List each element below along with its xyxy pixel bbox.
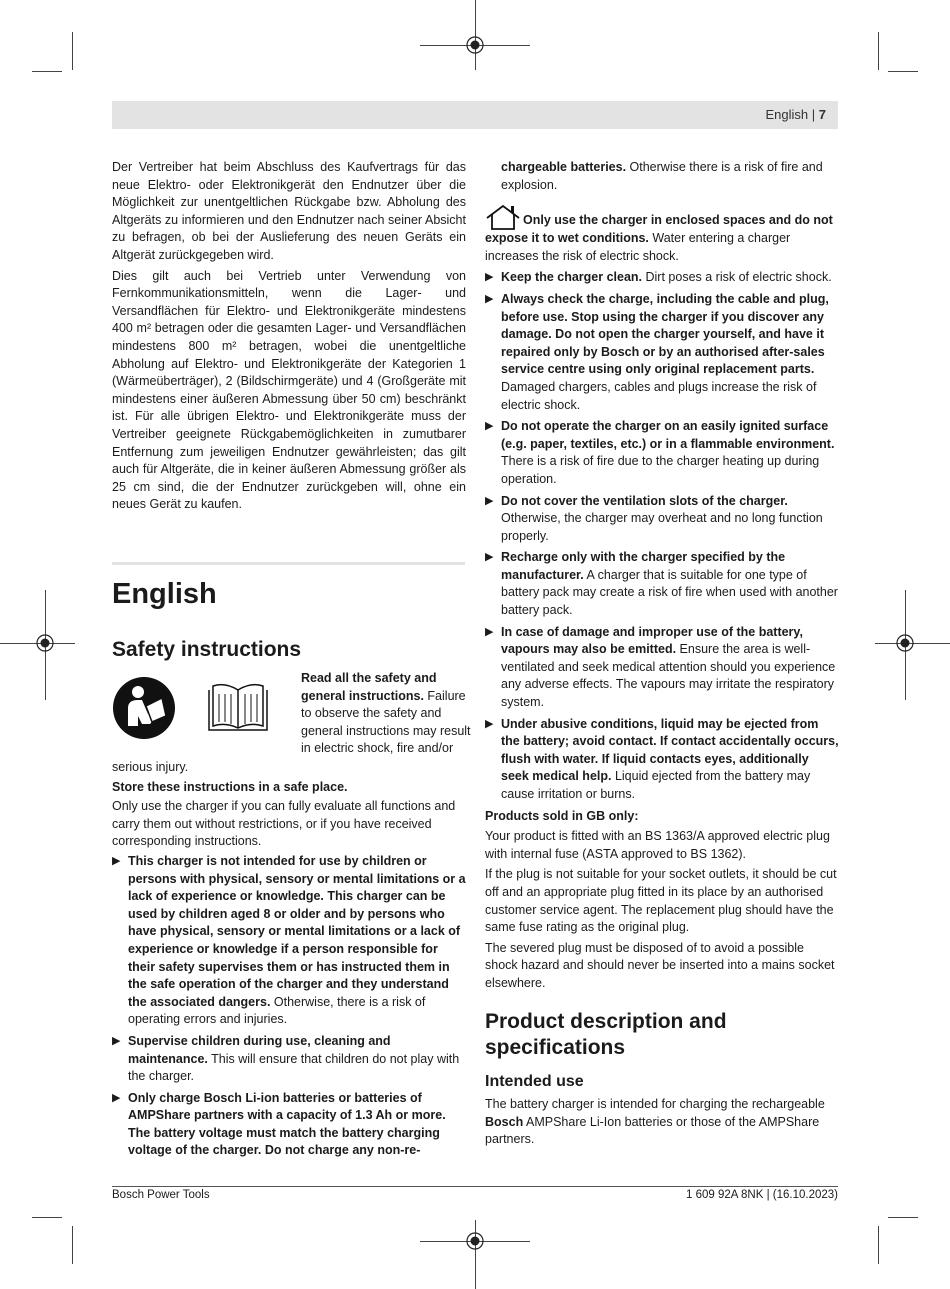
intended-bold: Bosch (485, 1114, 524, 1129)
safety-title: Safety instructions (112, 638, 302, 661)
bullet-bold-text: Under abusive conditions, liquid may be ejected from the battery; avoid contact. If contact accidentally occurs, flush with water. If liquid contacts eyes, additionally seek medical help. (501, 716, 839, 784)
bullet-triangle-icon: ▶ (485, 494, 494, 507)
intended-use-text (485, 1096, 839, 1149)
crop-mark (888, 1217, 918, 1218)
footer-brand: Bosch Power Tools (112, 1189, 210, 1201)
header-separator: | (811, 107, 816, 122)
bullet-bold-text: Always check the charge, including the cable and plug, before use. Stop using the charger if you discover any damage. Do not open the charger yourself, and have it repaired only by Bosch or by an authorised after-sales service centre using only original replacement parts. (501, 291, 829, 377)
read-all-text: Failure to observe the safety and general instructions may result in electric shock, fire and/or (301, 688, 471, 756)
intended-post: AMPShare Li-Ion batteries or those of the AMPShare partners. (485, 1114, 820, 1147)
bullet-triangle-icon: ▶ (485, 292, 494, 305)
crop-mark (878, 32, 879, 70)
continuation-bold: chargeable batteries. (501, 160, 627, 174)
list-item (485, 269, 839, 287)
bullet-bold-text: Recharge only with the charger specified by the manufacturer. (501, 550, 786, 582)
list-item (485, 291, 839, 414)
bullet-bold-text: Only charge Bosch Li-ion batteries or batteries of AMPShare partners with a capacity of 1.3 Ah or more. The battery voltage must match the battery charging voltage of the charger. Do not charge any non-re- (128, 1090, 446, 1158)
left-safety-text (112, 759, 466, 1164)
bullet-text: Dirt poses a risk of electric shock. (642, 270, 832, 285)
bullet-text: Otherwise, the charger may overheat and no long function properly. (501, 511, 823, 543)
left-column (112, 159, 466, 517)
registration-mark-icon (465, 35, 485, 55)
section-divider (112, 562, 465, 565)
bullet-bold-text: Supervise children during use, cleaning and maintenance. (128, 1033, 391, 1066)
crop-mark (888, 71, 918, 72)
header-label (765, 107, 826, 122)
bullet-text: Damaged chargers, cables and plugs increase the risk of electric shock. (501, 379, 817, 412)
gb-paragraph-1: Your product is fitted with an BS 1363/A approved electric plug with internal fuse (ASTA approved to BS 1362). (485, 829, 830, 861)
bullet-triangle-icon: ▶ (485, 625, 494, 638)
product-description-title: Product description and specifications (485, 1009, 727, 1059)
bullet-bold-text: Do not cover the ventilation slots of the charger. (501, 493, 788, 508)
list-item (485, 624, 839, 712)
crop-mark (32, 71, 62, 72)
enclosed-bold: Only use the charger in enclosed spaces and do not expose it to wet conditions. (485, 213, 833, 246)
enclosed-spaces-warning (485, 204, 839, 265)
german-paragraph-2: Dies gilt auch bei Vertrieb unter Verwendung von Fernkommunikationsmitteln, wenn die Lager- und Versandflächen für Elektro- und Elektronikgeräte mindestens 400 m² betragen oder die gesamten Lager- und Versandflächen mindestens 800 m² betragen, wobei die unentgeltliche Abholung auf Elektro- und Elektronikgeräte der Kategorien 1 (Wärmeüberträger), 2 (Bildschirmgeräte) und 4 (Großgeräte mit mindestens einer äußeren Abmessung über 50 cm) beschränkt ist. Für alle übrigen Elektro- und Elektronikgeräte muss der Vertreiber geeignete Rückgabemöglichkeiten in zumutbarer Entfernung zum jeweiligen Endnutzer gewährleisten; das gilt auch für Altgeräte, die in keiner äußeren Abmessung größer als 25 cm sind, die der Endnutzer zurückgeben will, ohne ein neues Gerät zu kaufen. (112, 268, 466, 512)
bullet-triangle-icon: ▶ (485, 271, 494, 284)
bullet-bold-text: Do not operate the charger on an easily ignited surface (e.g. paper, textiles, etc.) or in a flammable environment. (501, 419, 835, 451)
footer-divider (112, 1186, 838, 1187)
bullet-text: A charger that is suitable for one type of battery pack may create a risk of fire when used with another battery pack. (501, 567, 838, 618)
bullet-bold-text: Keep the charger clean. (501, 270, 643, 285)
header-language: English (765, 107, 809, 122)
read-all-bold: Read all the safety and general instructions. (301, 671, 437, 703)
crop-mark (72, 32, 73, 70)
store-instructions: Store these instructions in a safe place. (112, 779, 348, 794)
intended-use-title: Intended use (485, 1072, 584, 1090)
crop-mark (32, 1217, 62, 1218)
page-header (112, 101, 838, 129)
bullet-text: Ensure the area is well-ventilated and seek medical attention should you experience any adverse effects. The vapours may irritate the respiratory system. (501, 642, 836, 710)
only-use-text: Only use the charger if you can fully evaluate all functions and carry them out without restrictions, or if you have received corresponding instructions. (112, 799, 456, 849)
serious-injury-text: serious injury. (112, 760, 189, 774)
section-title: English (112, 578, 217, 610)
crop-mark (72, 1226, 73, 1264)
crop-mark (878, 1226, 879, 1264)
bullet-triangle-icon: ▶ (112, 1034, 121, 1047)
indoor-use-house-icon (485, 204, 521, 230)
registration-mark-icon (35, 633, 55, 653)
continuation-text: Otherwise there is a risk of fire and explosion. (501, 160, 823, 192)
gb-paragraph-3: The severed plug must be disposed of to avoid a possible shock hazard and should never be inserted into a mains socket elsewhere. (485, 940, 835, 990)
right-column (485, 159, 839, 1152)
bullet-bold-text: In case of damage and improper use of the battery, vapours may also be emitted. (501, 624, 803, 657)
registration-mark-icon (895, 633, 915, 653)
bullet-text: This will ensure that children do not play with the charger. (128, 1051, 460, 1084)
footer-doc-id: 1 609 92A 8NK | (16.10.2023) (686, 1189, 838, 1201)
list-item (112, 1090, 466, 1160)
registration-mark-icon (465, 1231, 485, 1251)
read-all-instructions (301, 670, 471, 758)
bullet-triangle-icon: ▶ (112, 1091, 121, 1104)
gb-title: Products sold in GB only: (485, 808, 639, 823)
enclosed-text: Water entering a charger increases the risk of electric shock. (485, 231, 791, 263)
bullet-text: Otherwise, there is a risk of operating errors and injuries. (128, 994, 426, 1027)
bullet-triangle-icon: ▶ (485, 717, 494, 730)
list-item (112, 1033, 466, 1086)
german-paragraph-1: Der Vertreiber hat beim Abschluss des Kaufvertrags für das neue Elektro- oder Elektronikgerät den Endnutzer über die Möglichkeit zur unentgeltlichen Rückgabe bzw. Abholung des Altgeräts zu informieren und den Endnutzer nach seiner Absicht zu befragen, ob bei der Auslieferung des neuen Geräts ein Altgerät zurückgegeben wird. (112, 160, 466, 262)
list-item (485, 716, 839, 804)
list-item-continuation (485, 159, 839, 194)
bullet-triangle-icon: ▶ (112, 854, 121, 867)
bullet-text: Liquid ejected from the battery may cause irritation or burns. (501, 769, 811, 801)
list-item (485, 418, 839, 488)
bullet-triangle-icon: ▶ (485, 420, 494, 433)
bullet-triangle-icon: ▶ (485, 551, 494, 564)
intended-pre: The battery charger is intended for charging the rechargeable (485, 1097, 825, 1112)
list-item (485, 493, 839, 546)
gb-paragraph-2: If the plug is not suitable for your socket outlets, it should be cut off and an appropriate plug fitted in its place by an authorised customer service agent. The replacement plug should have the same fuse rating as the original plug. (485, 867, 837, 935)
list-item (485, 549, 839, 619)
list-item (112, 853, 466, 1029)
page-number: 7 (818, 107, 826, 122)
open-book-icon (207, 682, 269, 734)
bullet-text: There is a risk of fire due to the charger heating up during operation. (501, 454, 820, 486)
bullet-bold-text: This charger is not intended for use by children or persons with physical, sensory or mental limitations or a lack of experience or knowledge. This charger can be used by children aged 8 or older and by persons who have physical, sensory or mental limitations or a lack of experience or knowledge if a person responsible for their safety supervises them or has instructed them in the safe operation of the charger and they understand the associated dangers. (128, 853, 466, 1009)
read-manual-person-icon (112, 676, 176, 740)
